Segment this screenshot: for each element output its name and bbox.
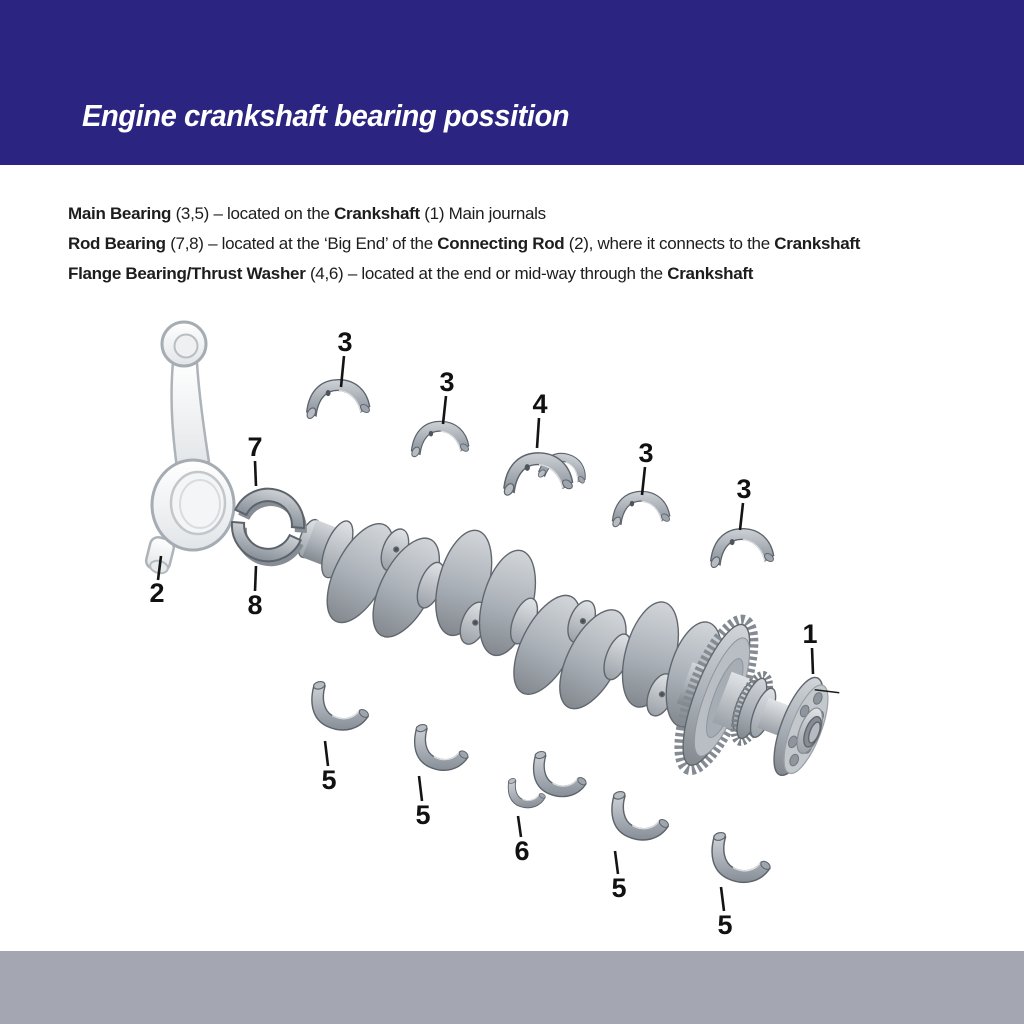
part-label-3: 3 bbox=[638, 438, 654, 468]
footer-bar bbox=[0, 951, 1024, 1024]
bearing-shell-5 bbox=[312, 680, 370, 730]
leader-line-5 bbox=[419, 776, 422, 801]
part-label-2: 2 bbox=[149, 578, 165, 608]
leader-line-3 bbox=[740, 503, 743, 530]
part-label-3: 3 bbox=[439, 367, 455, 397]
bearing-shell-5 bbox=[712, 831, 772, 882]
leader-line-8 bbox=[255, 566, 256, 591]
page-title: Engine crankshaft bearing possition bbox=[82, 98, 570, 133]
bearing-shell-3 bbox=[709, 529, 775, 569]
bearing-shell-3 bbox=[611, 491, 671, 528]
crankshaft-illustration bbox=[272, 461, 851, 811]
part-label-5: 5 bbox=[415, 800, 431, 830]
bearing-shell-3 bbox=[410, 421, 470, 458]
description-line: Flange Bearing/Thrust Washer (4,6) – located at the end or mid-way through the Crankshaft bbox=[68, 264, 754, 283]
rod-shank bbox=[172, 360, 209, 468]
leader-line-7 bbox=[255, 461, 256, 486]
part-label-6: 6 bbox=[514, 836, 530, 866]
rod-bearing-lower-shell bbox=[224, 520, 301, 569]
description-line: Rod Bearing (7,8) – located at the ‘Big End’ of the Connecting Rod (2), where it connects to the Crankshaft bbox=[68, 234, 861, 253]
part-label-4: 4 bbox=[532, 389, 548, 419]
part-label-3: 3 bbox=[736, 474, 752, 504]
part-label-5: 5 bbox=[717, 910, 733, 940]
part-label-8: 8 bbox=[247, 590, 263, 620]
leader-line-4 bbox=[537, 418, 539, 448]
bearing-shell-3 bbox=[305, 380, 371, 420]
bearing-shell-6 bbox=[534, 750, 588, 796]
part-label-1: 1 bbox=[802, 619, 818, 649]
part-label-7: 7 bbox=[247, 432, 263, 462]
leader-line-6 bbox=[518, 816, 521, 837]
bearing-shell-5 bbox=[415, 723, 470, 770]
rod-bearing-shells-illustration bbox=[223, 481, 315, 574]
leader-line-1 bbox=[812, 648, 813, 674]
leader-line-5 bbox=[615, 851, 618, 874]
bearing-shell-5 bbox=[612, 790, 670, 840]
part-label-5: 5 bbox=[611, 873, 627, 903]
part-label-3: 3 bbox=[337, 327, 353, 357]
connecting-rod-illustration bbox=[144, 322, 234, 575]
leader-line-3 bbox=[443, 396, 446, 424]
description-line: Main Bearing (3,5) – located on the Crankshaft (1) Main journals bbox=[68, 204, 546, 223]
leader-line-3 bbox=[642, 467, 645, 495]
leader-line-5 bbox=[325, 741, 328, 766]
part-label-5: 5 bbox=[321, 765, 337, 795]
leader-line-5 bbox=[721, 887, 724, 911]
